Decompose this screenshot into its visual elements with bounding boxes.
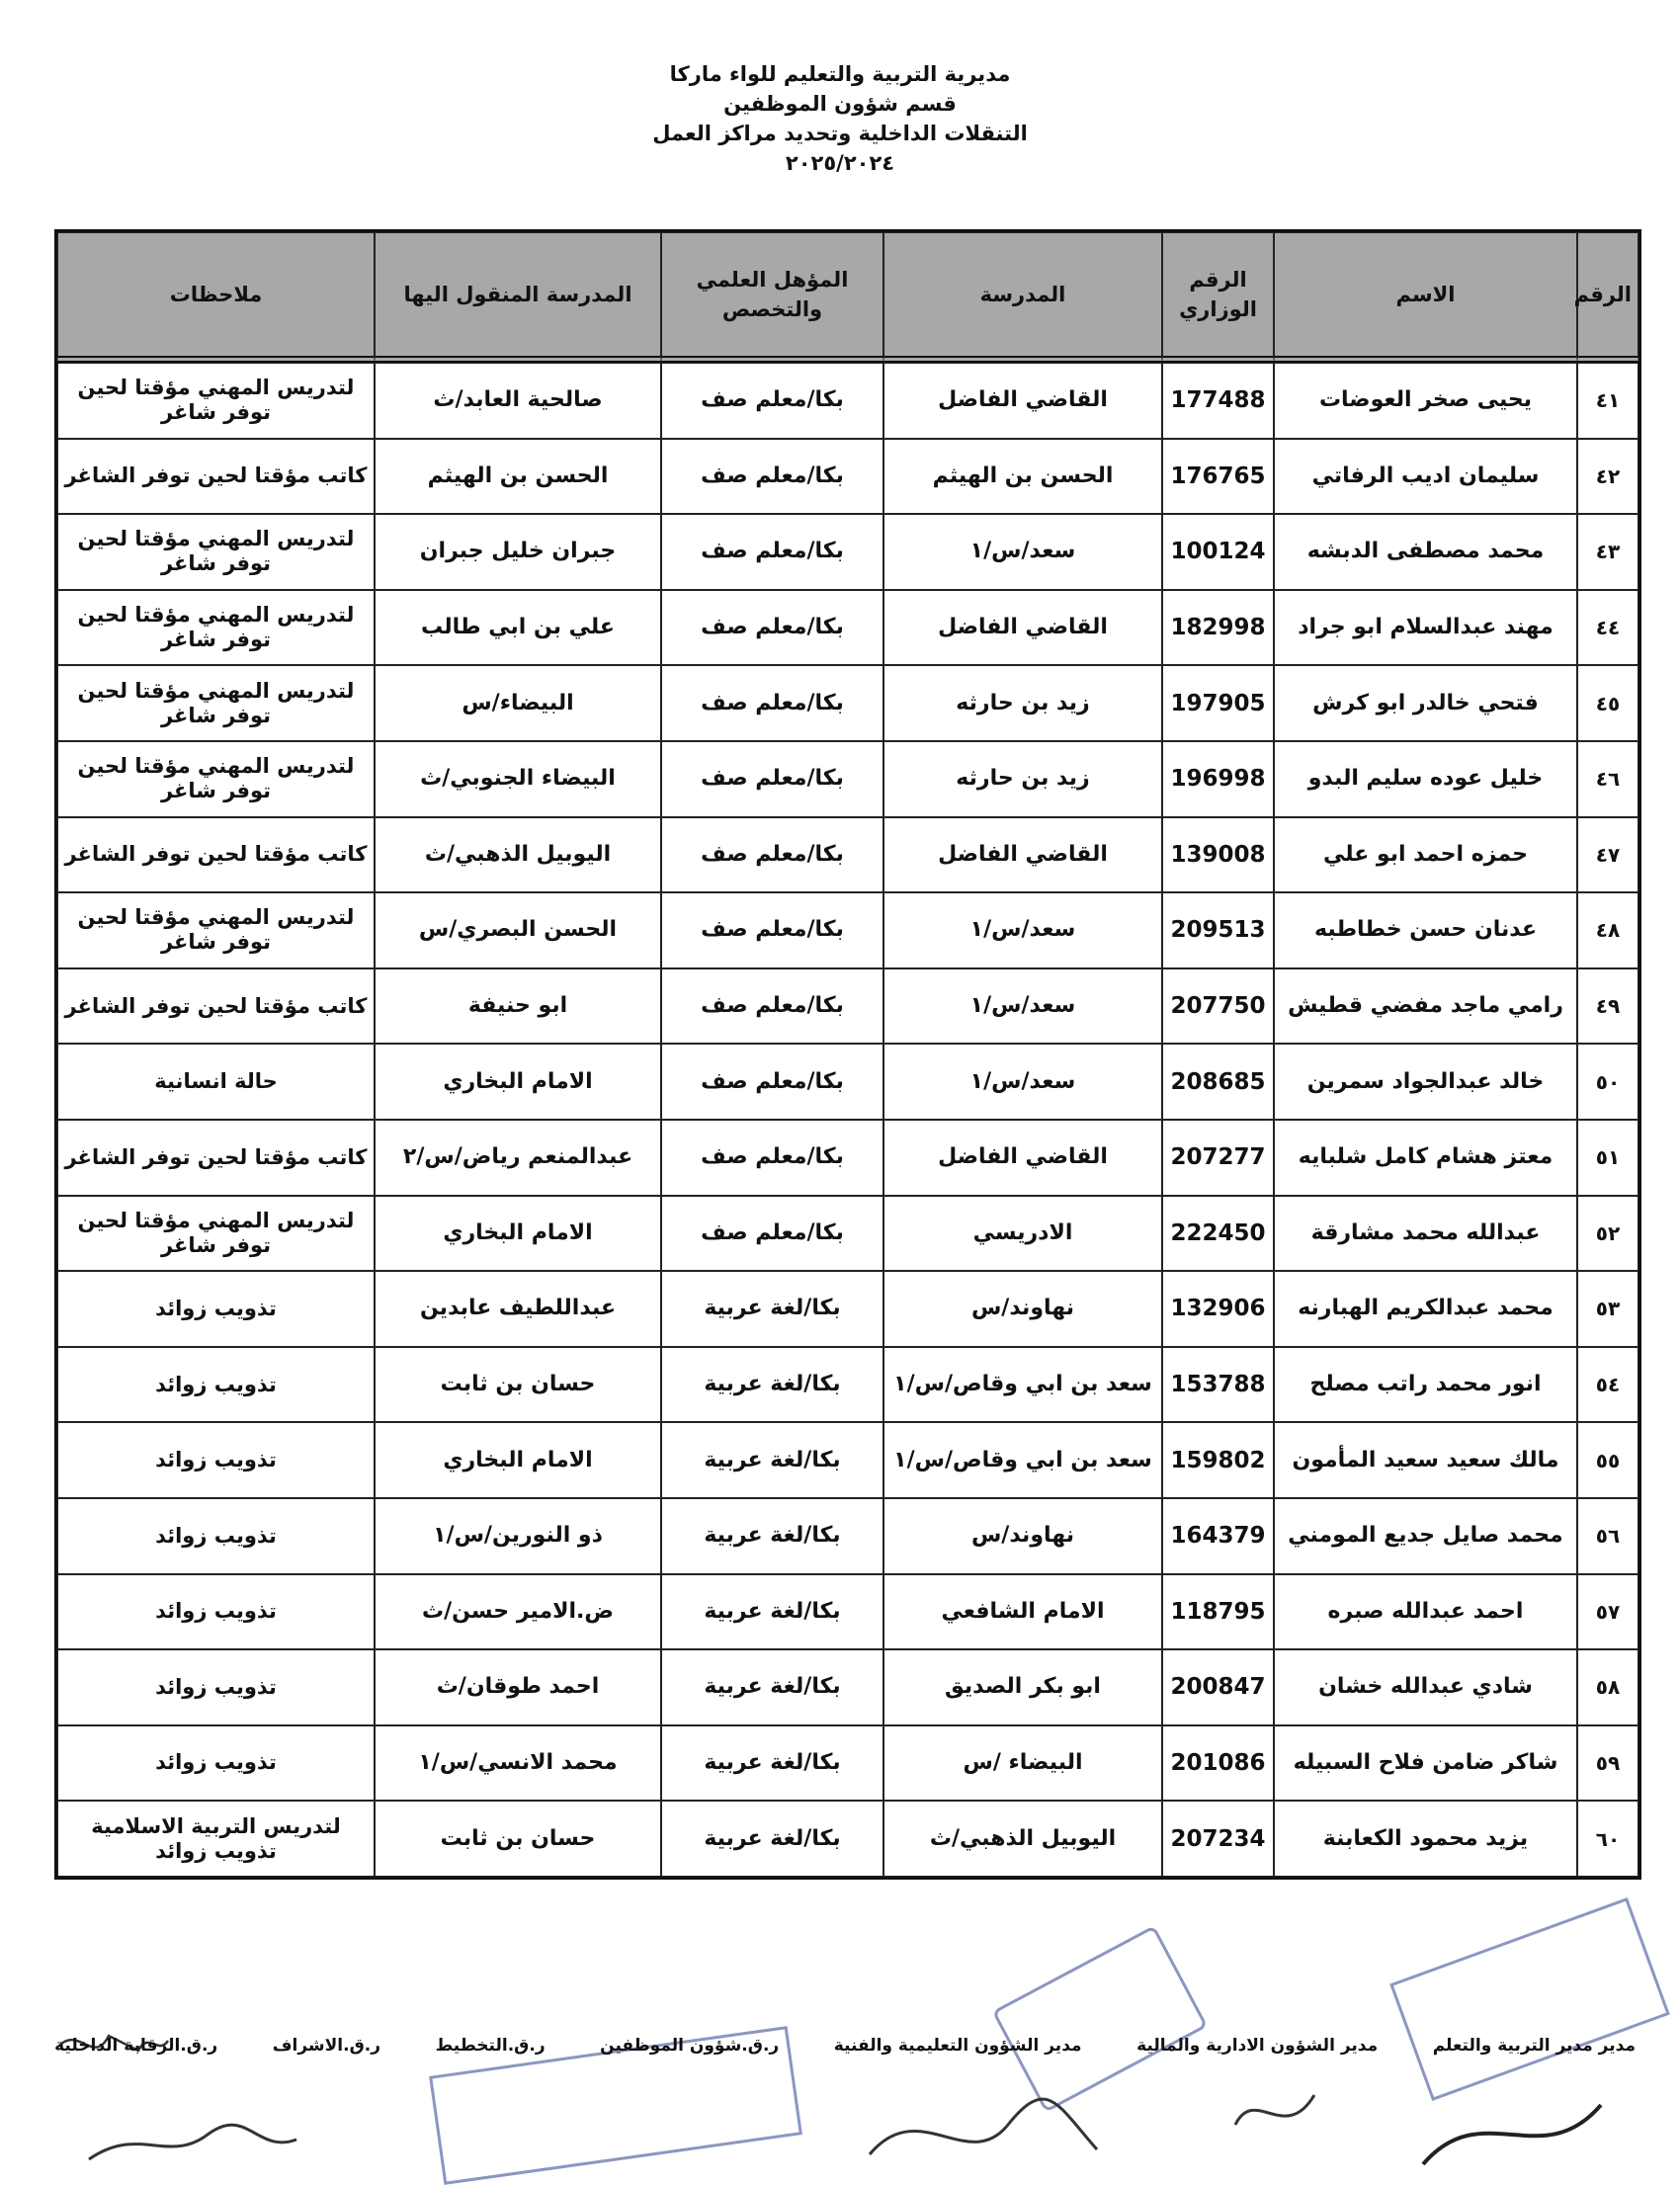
cell-qual: بكا/لغة عربية (661, 1574, 883, 1650)
cell-school: سعد/س/١ (883, 514, 1162, 590)
cell-school: القاضي الفاضل (883, 817, 1162, 893)
table-row (57, 1347, 1638, 1423)
col-header-school: المدرسة (883, 232, 1162, 363)
sig-planning-head: ر.ق.التخطيط (435, 2036, 546, 2056)
cell-num: ٤٩ (1577, 968, 1638, 1045)
cell-name: سليمان اديب الرفاتي (1274, 439, 1577, 515)
cell-notes: حالة انسانية (57, 1044, 375, 1120)
cell-qual: بكا/معلم صف (661, 439, 883, 515)
cell-num: ٥٧ (1577, 1574, 1638, 1650)
sig-admin-finance: مدير الشؤون الادارية والمالية (1136, 2036, 1379, 2056)
cell-notes: تذويب زوائد (57, 1649, 375, 1725)
cell-notes: تذويب زوائد (57, 1574, 375, 1650)
cell-name: محمد صايل جديع المومني (1274, 1498, 1577, 1574)
cell-dest: صالحية العابد/ث (375, 363, 661, 439)
cell-name: رامي ماجد مفضي قطيش (1274, 968, 1577, 1045)
cell-dest: اليوبيل الذهبي/ث (375, 817, 661, 893)
academic-year: ٢٠٢٥/٢٠٢٤ (785, 151, 895, 175)
cell-school: البيضاء /س (883, 1725, 1162, 1802)
cell-num: ٤٦ (1577, 741, 1638, 817)
table-row (57, 1044, 1638, 1120)
handwritten-signatures (0, 1976, 1680, 2174)
cell-notes: لتدريس المهني مؤقتا لحين توفر شاغر (57, 363, 375, 439)
cell-qual: بكا/معلم صف (661, 514, 883, 590)
cell-natid: 177488 (1162, 363, 1274, 439)
cell-natid: 164379 (1162, 1498, 1274, 1574)
col-header-num: الرقم (1577, 232, 1638, 363)
cell-notes: لتدريس المهني مؤقتا لحين توفر شاغر (57, 514, 375, 590)
cell-num: ٦٠ (1577, 1801, 1638, 1877)
signature-line (54, 2036, 1636, 2056)
table-row (57, 439, 1638, 515)
sig-educational-affairs: مدير الشؤون التعليمية والفنية (833, 2036, 1082, 2056)
cell-school: الامام الشافعي (883, 1574, 1162, 1650)
table-row (57, 741, 1638, 817)
table-row (57, 590, 1638, 666)
cell-notes: لتدريس المهني مؤقتا لحين توفر شاغر (57, 665, 375, 741)
cell-school: الادريسي (883, 1196, 1162, 1272)
cell-qual: بكا/معلم صف (661, 1044, 883, 1120)
cell-num: ٥٩ (1577, 1725, 1638, 1802)
cell-notes: كاتب مؤقتا لحين توفر الشاغر (57, 439, 375, 515)
cell-name: محمد مصطفى الدبشه (1274, 514, 1577, 590)
table-row (57, 1498, 1638, 1574)
cell-qual: بكا/لغة عربية (661, 1347, 883, 1423)
cell-school: اليوبيل الذهبي/ث (883, 1801, 1162, 1877)
table-row (57, 1196, 1638, 1272)
sig-supervision-head: ر.ق.الاشراف (272, 2036, 381, 2056)
cell-num: ٥٠ (1577, 1044, 1638, 1120)
cell-name: عبدالله محمد مشارقة (1274, 1196, 1577, 1272)
cell-qual: بكا/معلم صف (661, 968, 883, 1045)
cell-qual: بكا/لغة عربية (661, 1649, 883, 1725)
cell-notes: لتدريس التربية الاسلامية تذويب زوائد (57, 1801, 375, 1877)
cell-num: ٤٥ (1577, 665, 1638, 741)
cell-dest: الامام البخاري (375, 1044, 661, 1120)
cell-natid: 200847 (1162, 1649, 1274, 1725)
cell-dest: حسان بن ثابت (375, 1347, 661, 1423)
cell-num: ٥٣ (1577, 1271, 1638, 1347)
cell-name: يزيد محمود الكعابنة (1274, 1801, 1577, 1877)
cell-num: ٥٥ (1577, 1422, 1638, 1498)
cell-notes: لتدريس المهني مؤقتا لحين توفر شاغر (57, 892, 375, 968)
cell-dest: جبران خليل جبران (375, 514, 661, 590)
table-row (57, 1801, 1638, 1877)
cell-natid: 118795 (1162, 1574, 1274, 1650)
cell-name: شاكر ضامن فلاح السبيله (1274, 1725, 1577, 1802)
department-title: قسم شؤون الموظفين (723, 92, 957, 116)
document-subject: التنقلات الداخلية وتحديد مراكز العمل (652, 122, 1028, 145)
table-row (57, 968, 1638, 1045)
cell-notes: تذويب زوائد (57, 1498, 375, 1574)
cell-school: نهاوند/س (883, 1271, 1162, 1347)
cell-num: ٤١ (1577, 363, 1638, 439)
cell-school: الحسن بن الهيثم (883, 439, 1162, 515)
cell-natid: 207750 (1162, 968, 1274, 1045)
cell-num: ٥٨ (1577, 1649, 1638, 1725)
cell-natid: 196998 (1162, 741, 1274, 817)
cell-natid: 197905 (1162, 665, 1274, 741)
cell-num: ٤٤ (1577, 590, 1638, 666)
cell-qual: بكا/معلم صف (661, 665, 883, 741)
cell-school: القاضي الفاضل (883, 590, 1162, 666)
cell-qual: بكا/لغة عربية (661, 1271, 883, 1347)
cell-name: معتز هشام كامل شلبايه (1274, 1120, 1577, 1196)
cell-num: ٤٣ (1577, 514, 1638, 590)
cell-natid: 207277 (1162, 1120, 1274, 1196)
cell-natid: 100124 (1162, 514, 1274, 590)
cell-school: سعد بن ابي وقاص/س/١ (883, 1347, 1162, 1423)
table-row (57, 1649, 1638, 1725)
cell-name: شادي عبدالله خشان (1274, 1649, 1577, 1725)
cell-qual: بكا/معلم صف (661, 363, 883, 439)
col-header-name: الاسم (1274, 232, 1577, 363)
cell-dest: ابو حنيفة (375, 968, 661, 1045)
cell-num: ٥١ (1577, 1120, 1638, 1196)
cell-num: ٤٨ (1577, 892, 1638, 968)
cell-dest: احمد طوقان/ث (375, 1649, 661, 1725)
cell-notes: لتدريس المهني مؤقتا لحين توفر شاغر (57, 741, 375, 817)
cell-qual: بكا/لغة عربية (661, 1801, 883, 1877)
cell-natid: 139008 (1162, 817, 1274, 893)
table-row (57, 817, 1638, 893)
cell-num: ٥٦ (1577, 1498, 1638, 1574)
cell-num: ٤٢ (1577, 439, 1638, 515)
transfers-table-wrapper (54, 229, 1636, 1880)
cell-natid: 209513 (1162, 892, 1274, 968)
cell-natid: 153788 (1162, 1347, 1274, 1423)
cell-school: ابو بكر الصديق (883, 1649, 1162, 1725)
table-header (57, 232, 1638, 363)
cell-school: القاضي الفاضل (883, 1120, 1162, 1196)
cell-name: محمد عبدالكريم الهبارنه (1274, 1271, 1577, 1347)
cell-school: سعد/س/١ (883, 968, 1162, 1045)
col-header-notes: ملاحظات (57, 232, 375, 363)
cell-school: القاضي الفاضل (883, 363, 1162, 439)
cell-notes: كاتب مؤقتا لحين توفر الشاغر (57, 817, 375, 893)
cell-dest: الامام البخاري (375, 1422, 661, 1498)
cell-num: ٤٧ (1577, 817, 1638, 893)
sig-internal-audit-head: ر.ق.الرقابة الداخلية (54, 2036, 218, 2056)
cell-name: خليل عوده سليم البدو (1274, 741, 1577, 817)
cell-num: ٥٤ (1577, 1347, 1638, 1423)
cell-name: مالك سعيد سعيد المأمون (1274, 1422, 1577, 1498)
table-row (57, 1422, 1638, 1498)
cell-notes: لتدريس المهني مؤقتا لحين توفر شاغر (57, 1196, 375, 1272)
cell-natid: 207234 (1162, 1801, 1274, 1877)
directorate-title: مديرية التربية والتعليم للواء ماركا (669, 62, 1011, 86)
cell-natid: 222450 (1162, 1196, 1274, 1272)
cell-dest: حسان بن ثابت (375, 1801, 661, 1877)
cell-qual: بكا/معلم صف (661, 741, 883, 817)
cell-dest: ذو النورين/س/١ (375, 1498, 661, 1574)
table-row (57, 665, 1638, 741)
document-header (0, 59, 1680, 178)
cell-dest: البيضاء/س (375, 665, 661, 741)
cell-name: عدنان حسن خطاطبه (1274, 892, 1577, 968)
cell-qual: بكا/معلم صف (661, 1196, 883, 1272)
cell-notes: تذويب زوائد (57, 1422, 375, 1498)
cell-qual: بكا/معلم صف (661, 1120, 883, 1196)
cell-notes: لتدريس المهني مؤقتا لحين توفر شاغر (57, 590, 375, 666)
cell-natid: 159802 (1162, 1422, 1274, 1498)
cell-notes: تذويب زوائد (57, 1347, 375, 1423)
cell-dest: الحسن بن الهيثم (375, 439, 661, 515)
cell-name: حمزه احمد ابو علي (1274, 817, 1577, 893)
cell-name: فتحي خالدر ابو كرش (1274, 665, 1577, 741)
cell-dest: عبدالمنعم رياض/س/٢ (375, 1120, 661, 1196)
table-row (57, 514, 1638, 590)
cell-qual: بكا/لغة عربية (661, 1725, 883, 1802)
table-row (57, 1574, 1638, 1650)
cell-school: سعد بن ابي وقاص/س/١ (883, 1422, 1162, 1498)
cell-school: زيد بن حارثه (883, 665, 1162, 741)
cell-notes: تذويب زوائد (57, 1725, 375, 1802)
cell-dest: ض.الامير حسن/ث (375, 1574, 661, 1650)
table-body (57, 363, 1638, 1877)
cell-natid: 201086 (1162, 1725, 1274, 1802)
cell-name: احمد عبدالله صبره (1274, 1574, 1577, 1650)
sig-hr-head: ر.ق.شؤون الموظفين (600, 2036, 780, 2056)
cell-school: سعد/س/١ (883, 892, 1162, 968)
col-header-national-id: الرقم الوزاري (1162, 232, 1274, 363)
cell-natid: 176765 (1162, 439, 1274, 515)
cell-dest: البيضاء الجنوبي/ث (375, 741, 661, 817)
cell-num: ٥٢ (1577, 1196, 1638, 1272)
cell-dest: علي بن ابي طالب (375, 590, 661, 666)
cell-natid: 208685 (1162, 1044, 1274, 1120)
cell-natid: 132906 (1162, 1271, 1274, 1347)
cell-school: نهاوند/س (883, 1498, 1162, 1574)
cell-qual: بكا/معلم صف (661, 817, 883, 893)
cell-natid: 182998 (1162, 590, 1274, 666)
table-row (57, 363, 1638, 439)
cell-dest: الحسن البصري/س (375, 892, 661, 968)
table-row (57, 1725, 1638, 1802)
sig-director: مدير مدير التربية والتعلم (1432, 2036, 1636, 2056)
cell-school: زيد بن حارثه (883, 741, 1162, 817)
cell-qual: بكا/لغة عربية (661, 1422, 883, 1498)
cell-qual: بكا/لغة عربية (661, 1498, 883, 1574)
col-header-qualification: المؤهل العلمي والتخصص (661, 232, 883, 363)
cell-name: مهند عبدالسلام ابو جراد (1274, 590, 1577, 666)
cell-dest: الامام البخاري (375, 1196, 661, 1272)
cell-qual: بكا/معلم صف (661, 892, 883, 968)
table-row (57, 1120, 1638, 1196)
cell-name: يحيى صخر العوضات (1274, 363, 1577, 439)
cell-notes: كاتب مؤقتا لحين توفر الشاغر (57, 968, 375, 1045)
cell-notes: كاتب مؤقتا لحين توفر الشاغر (57, 1120, 375, 1196)
cell-name: خالد عبدالجواد سمرين (1274, 1044, 1577, 1120)
cell-school: سعد/س/١ (883, 1044, 1162, 1120)
table-row (57, 892, 1638, 968)
cell-dest: عبداللطيف عابدين (375, 1271, 661, 1347)
table-row (57, 1271, 1638, 1347)
cell-dest: محمد الانسي/س/١ (375, 1725, 661, 1802)
cell-notes: تذويب زوائد (57, 1271, 375, 1347)
cell-name: انور محمد راتب مصلح (1274, 1347, 1577, 1423)
cell-qual: بكا/معلم صف (661, 590, 883, 666)
transfers-table (54, 229, 1641, 1880)
col-header-destination: المدرسة المنقول اليها (375, 232, 661, 363)
